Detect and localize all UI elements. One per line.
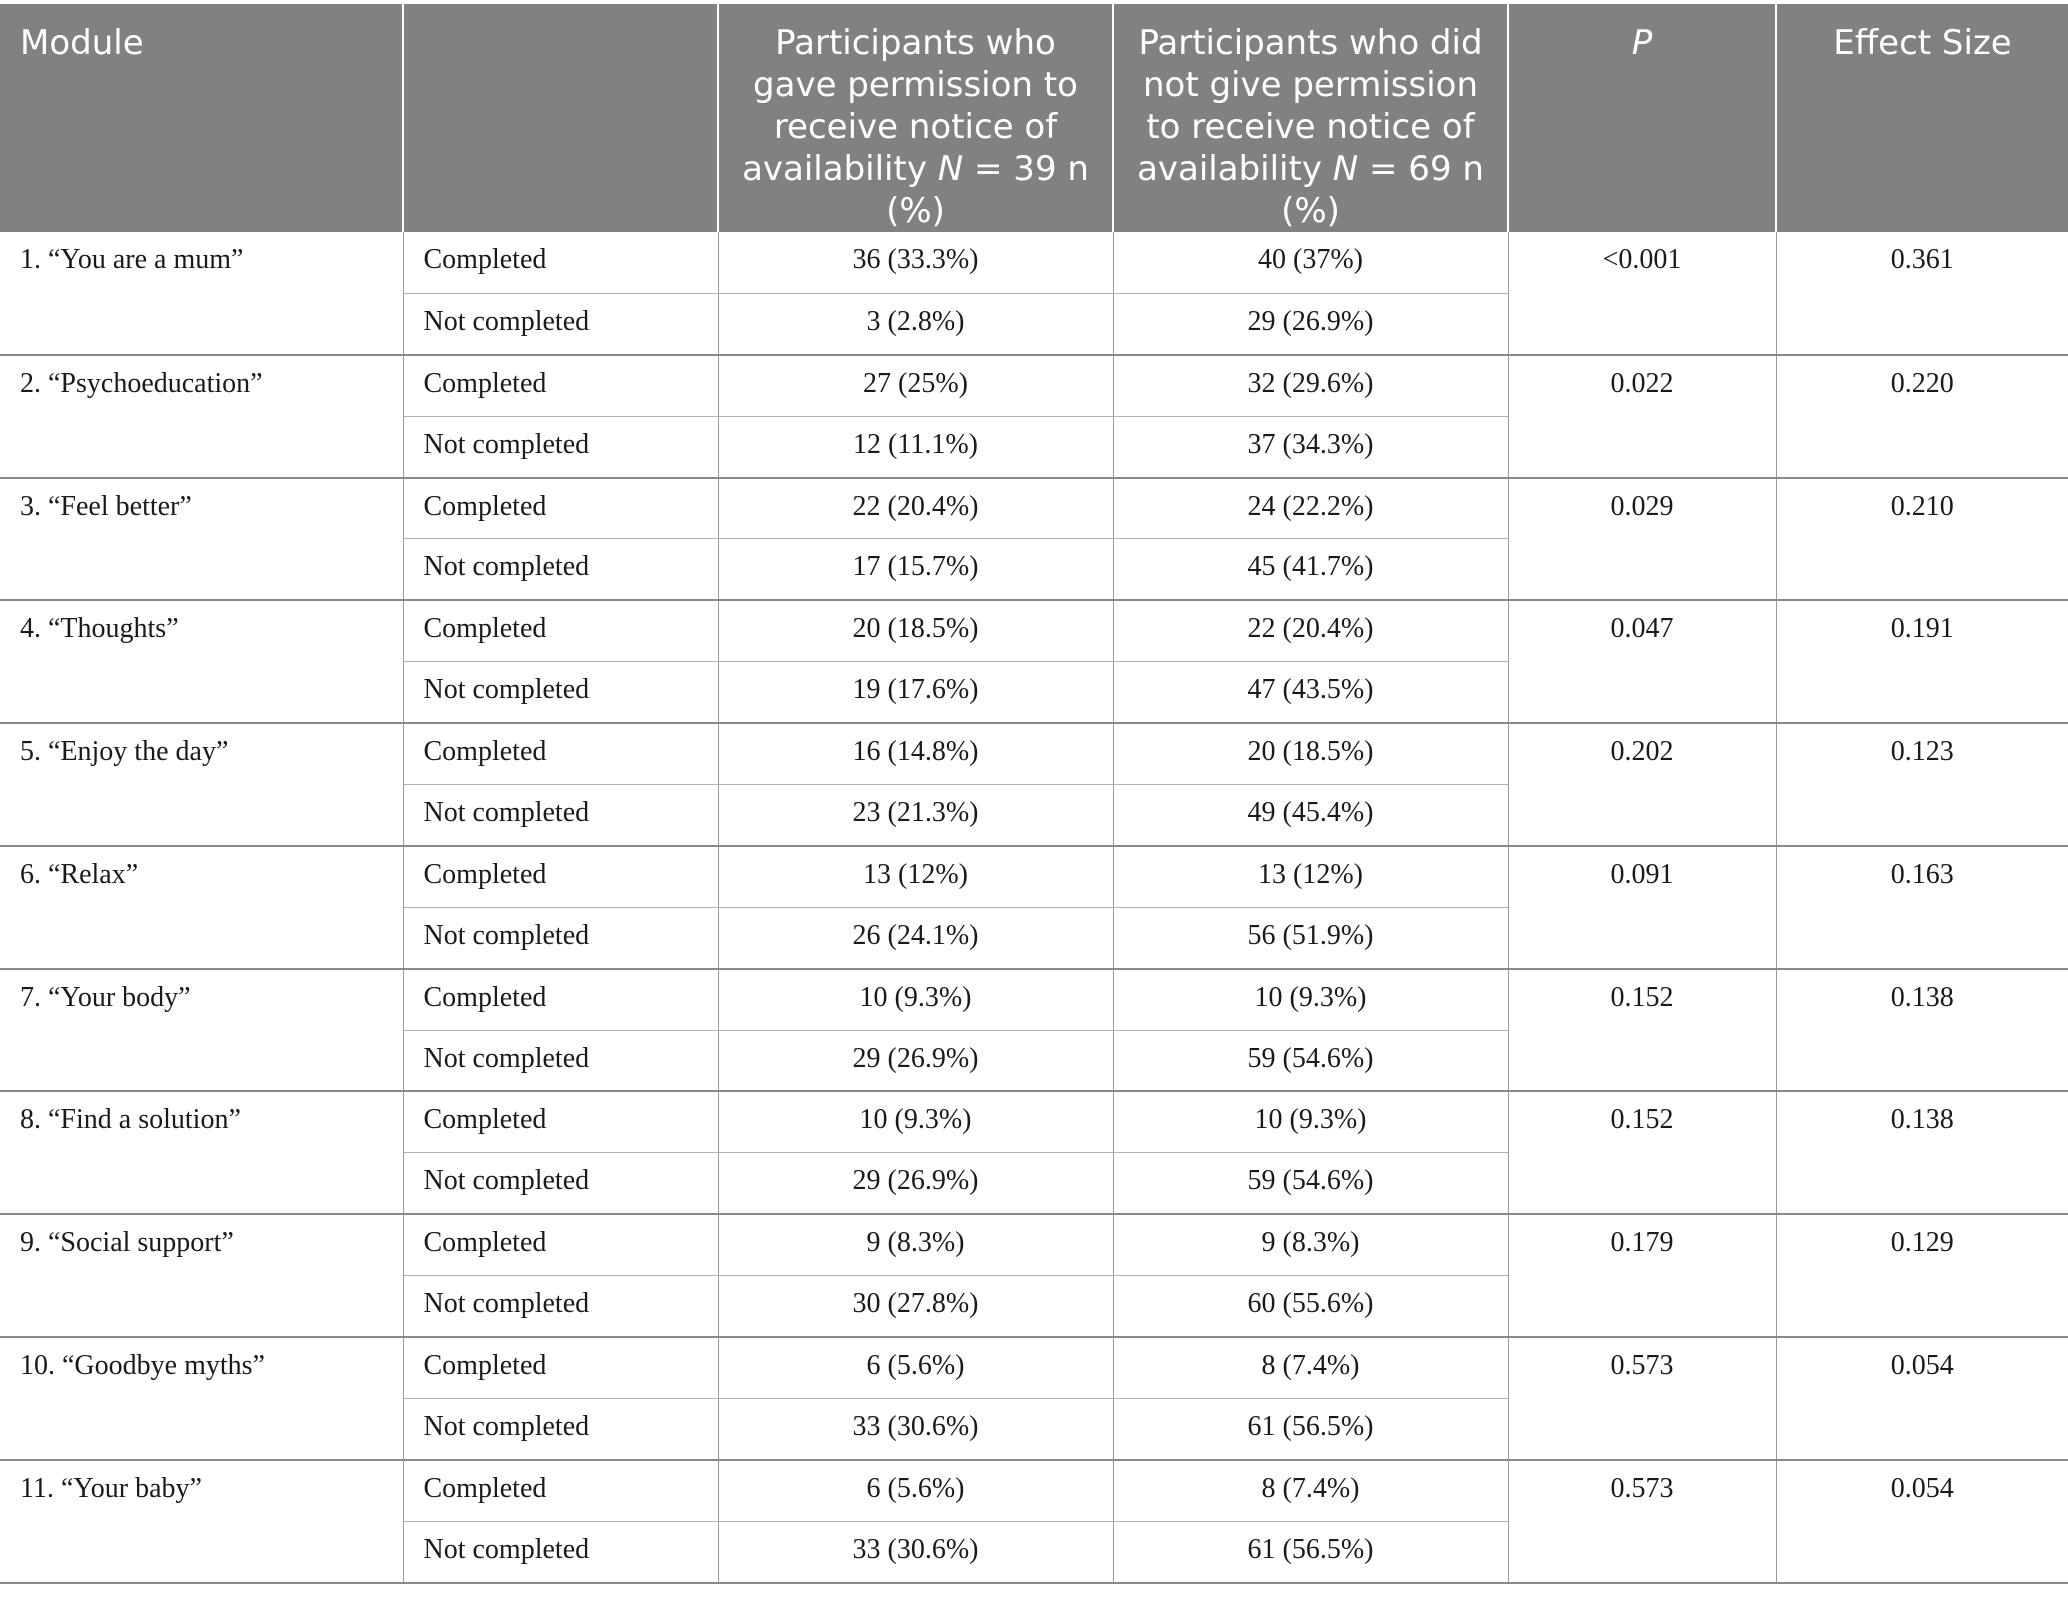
header-did-not-text-a: Participants who did not give permission to receive notice of availability [1137,23,1483,189]
gave-permission-count: 20 (18.5%) [718,600,1113,661]
p-value: 0.573 [1508,1337,1776,1460]
status-label: Not completed [403,539,718,600]
gave-permission-count: 10 (9.3%) [718,969,1113,1030]
status-label: Not completed [403,907,718,968]
p-value: <0.001 [1508,232,1776,355]
table-row [0,969,2068,1030]
status-label: Not completed [403,416,718,477]
gave-permission-count: 29 (26.9%) [718,1153,1113,1214]
table-row [0,355,2068,416]
status-label: Completed [403,1460,718,1521]
did-not-give-permission-count: 20 (18.5%) [1113,723,1508,784]
status-label: Not completed [403,785,718,846]
gave-permission-count: 10 (9.3%) [718,1091,1113,1152]
status-label: Not completed [403,1030,718,1091]
effect-size: 0.054 [1776,1460,2068,1583]
did-not-give-permission-count: 13 (12%) [1113,846,1508,907]
did-not-give-permission-count: 60 (55.6%) [1113,1276,1508,1337]
module-name: 1. “You are a mum” [0,232,403,355]
gave-permission-count: 26 (24.1%) [718,907,1113,968]
did-not-give-permission-count: 49 (45.4%) [1113,785,1508,846]
p-value: 0.022 [1508,355,1776,478]
table-row [0,1337,2068,1398]
effect-size: 0.138 [1776,1091,2068,1214]
did-not-give-permission-count: 22 (20.4%) [1113,600,1508,661]
effect-size: 0.138 [1776,969,2068,1092]
module-name: 9. “Social support” [0,1214,403,1337]
module-name: 5. “Enjoy the day” [0,723,403,846]
gave-permission-count: 23 (21.3%) [718,785,1113,846]
header-did-not-n: N [1332,149,1359,189]
table-row [0,846,2068,907]
table-row [0,232,2068,293]
p-value: 0.029 [1508,478,1776,601]
header-gave-text-a: Participants who gave permission to receive notice of availability [742,23,1078,189]
p-value: 0.091 [1508,846,1776,969]
did-not-give-permission-count: 47 (43.5%) [1113,662,1508,723]
did-not-give-permission-count: 8 (7.4%) [1113,1337,1508,1398]
header-did-not-text-b: = 69 n (%) [1281,149,1484,231]
table-row [0,478,2068,539]
gave-permission-count: 12 (11.1%) [718,416,1113,477]
did-not-give-permission-count: 61 (56.5%) [1113,1521,1508,1582]
header-row [0,4,2068,232]
module-name: 10. “Goodbye myths” [0,1337,403,1460]
header-gave-n: N [937,149,964,189]
module-name: 8. “Find a solution” [0,1091,403,1214]
did-not-give-permission-count: 10 (9.3%) [1113,1091,1508,1152]
status-label: Completed [403,600,718,661]
effect-size: 0.163 [1776,846,2068,969]
effect-size: 0.054 [1776,1337,2068,1460]
effect-size: 0.123 [1776,723,2068,846]
status-label: Not completed [403,662,718,723]
status-label: Not completed [403,1398,718,1459]
module-name: 11. “Your baby” [0,1460,403,1583]
did-not-give-permission-count: 29 (26.9%) [1113,293,1508,354]
effect-size: 0.129 [1776,1214,2068,1337]
status-label: Completed [403,969,718,1030]
status-label: Completed [403,846,718,907]
gave-permission-count: 6 (5.6%) [718,1460,1113,1521]
did-not-give-permission-count: 59 (54.6%) [1113,1030,1508,1091]
gave-permission-count: 17 (15.7%) [718,539,1113,600]
table-row [0,1091,2068,1152]
header-gave-permission [718,4,1113,232]
table-row [0,1460,2068,1521]
did-not-give-permission-count: 45 (41.7%) [1113,539,1508,600]
gave-permission-count: 33 (30.6%) [718,1398,1113,1459]
gave-permission-count: 19 (17.6%) [718,662,1113,723]
status-label: Completed [403,1214,718,1275]
status-label: Not completed [403,1521,718,1582]
table-row [0,600,2068,661]
did-not-give-permission-count: 59 (54.6%) [1113,1153,1508,1214]
header-module: Module [0,4,403,232]
effect-size: 0.220 [1776,355,2068,478]
gave-permission-count: 13 (12%) [718,846,1113,907]
did-not-give-permission-count: 9 (8.3%) [1113,1214,1508,1275]
gave-permission-count: 29 (26.9%) [718,1030,1113,1091]
header-effect-size: Effect Size [1776,4,2068,232]
gave-permission-count: 33 (30.6%) [718,1521,1113,1582]
module-name: 2. “Psychoeducation” [0,355,403,478]
header-p-value [1508,4,1776,232]
gave-permission-count: 30 (27.8%) [718,1276,1113,1337]
header-did-not-give-permission [1113,4,1508,232]
effect-size: 0.210 [1776,478,2068,601]
gave-permission-count: 36 (33.3%) [718,232,1113,293]
status-label: Completed [403,1337,718,1398]
header-blank [403,4,718,232]
gave-permission-count: 9 (8.3%) [718,1214,1113,1275]
p-value: 0.047 [1508,600,1776,723]
gave-permission-count: 16 (14.8%) [718,723,1113,784]
table-row [0,723,2068,784]
gave-permission-count: 22 (20.4%) [718,478,1113,539]
did-not-give-permission-count: 10 (9.3%) [1113,969,1508,1030]
header-p-text: P [1631,23,1653,63]
status-label: Completed [403,723,718,784]
module-name: 4. “Thoughts” [0,600,403,723]
p-value: 0.202 [1508,723,1776,846]
p-value: 0.179 [1508,1214,1776,1337]
status-label: Not completed [403,1153,718,1214]
status-label: Not completed [403,293,718,354]
status-label: Completed [403,478,718,539]
gave-permission-count: 27 (25%) [718,355,1113,416]
status-label: Completed [403,232,718,293]
did-not-give-permission-count: 40 (37%) [1113,232,1508,293]
table-row [0,1214,2068,1275]
module-completion-table [0,4,2068,1584]
did-not-give-permission-count: 24 (22.2%) [1113,478,1508,539]
p-value: 0.152 [1508,1091,1776,1214]
did-not-give-permission-count: 56 (51.9%) [1113,907,1508,968]
effect-size: 0.361 [1776,232,2068,355]
p-value: 0.573 [1508,1460,1776,1583]
status-label: Not completed [403,1276,718,1337]
did-not-give-permission-count: 32 (29.6%) [1113,355,1508,416]
p-value: 0.152 [1508,969,1776,1092]
module-name: 6. “Relax” [0,846,403,969]
effect-size: 0.191 [1776,600,2068,723]
did-not-give-permission-count: 61 (56.5%) [1113,1398,1508,1459]
did-not-give-permission-count: 37 (34.3%) [1113,416,1508,477]
gave-permission-count: 3 (2.8%) [718,293,1113,354]
status-label: Completed [403,355,718,416]
status-label: Completed [403,1091,718,1152]
module-name: 7. “Your body” [0,969,403,1092]
did-not-give-permission-count: 8 (7.4%) [1113,1460,1508,1521]
module-name: 3. “Feel better” [0,478,403,601]
header-gave-text-b: = 39 n (%) [886,149,1089,231]
gave-permission-count: 6 (5.6%) [718,1337,1113,1398]
